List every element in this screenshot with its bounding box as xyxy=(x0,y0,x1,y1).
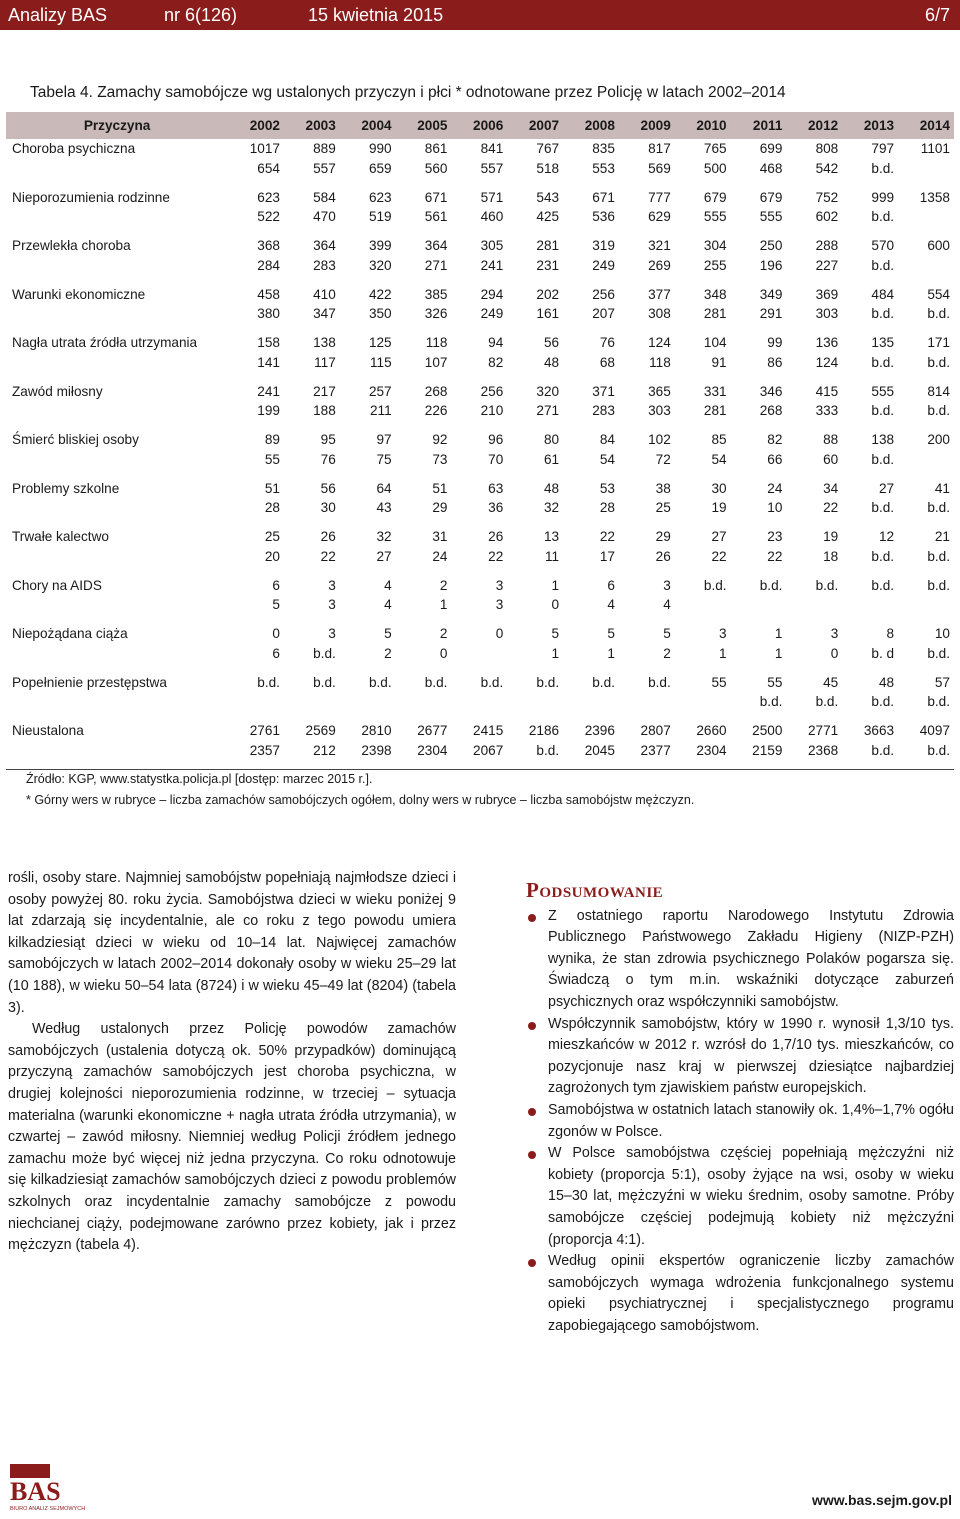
table-cell: 64 43 xyxy=(340,479,396,528)
table-cell: 25 20 xyxy=(264,529,280,564)
table-cell: 8 b. d xyxy=(871,626,895,661)
table-cell: 3 0 xyxy=(830,626,839,661)
table-cell: 320 271 xyxy=(507,382,563,431)
header-year: 2009 xyxy=(619,112,675,139)
table-cell: 364 283 xyxy=(313,238,336,273)
summary-item-text: Współczynnik samobójstw, który w 1990 r. wynosił 1,3/10 tys. mieszkańców w 2012 r. wzrósł do 1,7/10 tys. mieszkańców, co pozycjonuje nasz kraj w pierwszej dziesiątce najbardziej zagrożonych tym zjawiskiem państw europejskich. xyxy=(548,1015,954,1097)
table-cell: 543 425 xyxy=(507,188,563,237)
table-cell: 268 226 xyxy=(396,382,452,431)
summary-item xyxy=(526,1251,954,1337)
paragraph: rośli, osoby stare. Najmniej samobójstw popełniają najmłodsze dzieci i osoby powyżej 80. roku życia. Samobójstwa dzieci w wieku poniżej 9 lat zdarzają się incydentalnie, ale co roku z tego powodu umiera kilkadziesiąt dzieci w wieku od 10–14 lat. Najwięcej zamachów samobójczych w latach 2002–2014 dokonały osoby w wieku 25–29 lat (10 188), w wieku 50–54 lata (8724) i w wieku 45–49 lat (8204) (tabela 3). xyxy=(8,870,456,1016)
table-cell: 41 b.d. xyxy=(898,479,954,528)
table-cell: 365 303 xyxy=(619,382,675,431)
table-cell: 777 629 xyxy=(619,188,675,237)
table-cell: 92 73 xyxy=(432,432,448,467)
summary-item-text: Według opinii ekspertów ograniczenie liczby zamachów samobójczych wymaga wdrożenia funkcjonalnego systemu opieki psychiatrycznej i specjalistycznego programu zapobiegającego samobójstwom. xyxy=(548,1253,954,1334)
table-cell: 48 b.d. xyxy=(842,673,898,722)
table-row xyxy=(6,479,954,528)
table-cell: 82 66 xyxy=(767,432,783,467)
issue-date: 15 kwietnia 2015 xyxy=(308,5,444,25)
table-cell: 671 561 xyxy=(396,188,452,237)
table-cell: 76 68 xyxy=(599,335,615,370)
table-cell: 3 1 xyxy=(719,626,727,661)
table-cell: 294 249 xyxy=(451,285,507,334)
table-cell: 104 91 xyxy=(703,335,727,370)
row-cause: Trwałe kalectwo xyxy=(12,529,109,544)
table-row xyxy=(6,673,954,722)
table-caption: Tabela 4. Zamachy samobójcze wg ustalonych przyczyn i płci * odnotowane przez Policję w latach 2002–2014 xyxy=(30,84,786,101)
table-cell: 458 380 xyxy=(228,285,284,334)
table-cell: 752 602 xyxy=(786,188,842,237)
bullet-icon xyxy=(528,914,536,922)
table-cell: b.d. xyxy=(284,673,340,722)
table-cell: 410 347 xyxy=(284,285,340,334)
table-cell: b.d. xyxy=(340,673,396,722)
table-cell: b.d. xyxy=(228,673,284,722)
table-cell: 3 3 xyxy=(451,576,507,625)
table-cell: 554 b.d. xyxy=(898,285,954,334)
table-cell: 814 b.d. xyxy=(898,382,954,431)
table-cell: b.d. xyxy=(451,673,507,722)
table-cell: 3 4 xyxy=(619,576,675,625)
table-cell: 304 255 xyxy=(703,238,727,273)
page-number: 6/7 xyxy=(924,5,950,25)
table-row xyxy=(6,333,954,382)
header-year: 2002 xyxy=(228,112,284,139)
table-row xyxy=(6,576,954,625)
table-row xyxy=(6,285,954,334)
table-cell: 27 b.d. xyxy=(842,479,898,528)
table-cell: 63 36 xyxy=(451,479,507,528)
table-cell: 305 241 xyxy=(480,238,504,273)
bullet-icon xyxy=(528,1108,536,1116)
table-cell: 5 2 xyxy=(663,626,671,661)
table-row xyxy=(6,527,954,576)
table-cell: 331 281 xyxy=(675,382,731,431)
table-cell: 767 518 xyxy=(536,141,560,176)
table-cell: 51 28 xyxy=(228,479,284,528)
table-cell: 56 48 xyxy=(543,335,560,370)
table-cell: 990 659 xyxy=(368,141,392,176)
footer-url[interactable]: www.bas.sejm.gov.pl xyxy=(811,1492,952,1508)
table-cell: 319 249 xyxy=(592,238,615,273)
bullet-icon xyxy=(528,1259,536,1267)
row-cause: Nieustalona xyxy=(12,723,84,738)
table-row xyxy=(6,721,954,770)
table-cell: 679 555 xyxy=(675,188,731,237)
table-cell: 765 500 xyxy=(703,141,727,176)
table-cell: 3 3 xyxy=(284,576,340,625)
suicide-causes-table xyxy=(6,112,954,770)
table-body xyxy=(6,139,954,770)
table-cell: 415 333 xyxy=(786,382,842,431)
row-cause: Chory na AIDS xyxy=(6,576,228,625)
table-cell: 281 231 xyxy=(536,238,560,273)
table-cell: 5 1 xyxy=(607,626,615,661)
table-cell: 484 b.d. xyxy=(842,285,898,334)
table-cell: b.d. xyxy=(786,576,842,625)
table-cell: 1358 xyxy=(898,188,954,237)
table-cell: 5 2 xyxy=(384,626,392,661)
table-cell: 571 460 xyxy=(451,188,507,237)
logo-subtitle: BIURO ANALIZ SEJMOWYCH xyxy=(10,1506,86,1512)
table-cell: 97 75 xyxy=(376,432,392,467)
table-cell: 699 468 xyxy=(759,141,783,176)
table-cell: 1101 xyxy=(920,141,950,156)
row-cause: Nieporozumienia rodzinne xyxy=(6,188,228,237)
table-cell: 10 b.d. xyxy=(927,626,950,661)
table-cell: 817 569 xyxy=(648,141,671,176)
table-cell: 256 207 xyxy=(563,285,619,334)
paragraph: Według ustalonych przez Policję powodów zamachów samobójczych (ustalenia dotyczą ok. 50% przypadków) dominującą przyczyną zamachów samobójczych jest choroba psychiczna, w drugiej kolejności nieporozumienia rodzinne, w trzeciej – sytuacja materialna (warunki ekonomiczne + nagła utrata źródła utrzymania), w czwartej – zawód miłosny. Niemniej według Policji źródłem jednego zamachu może być więcej niż jedna przyczyna. Co roku odnotowuje się kilkadziesiąt zamachów samobójczych dzieci z powodu problemów szkolnych oraz incydentalnie zamachy samobójcze z powodu niechcianej ciąży, podejmowane zarówno przez kobiety, jak i przez mężczyzn (tabela 4). xyxy=(8,1021,456,1254)
summary-title: Podsumowanie xyxy=(526,878,664,902)
table-cell: 250 196 xyxy=(759,238,783,273)
table-cell: 56 30 xyxy=(284,479,340,528)
table-cell: 88 60 xyxy=(823,432,839,467)
table-cell: 45 b.d. xyxy=(786,673,842,722)
table-cell: 217 188 xyxy=(284,382,340,431)
series-title: Analizy BAS xyxy=(8,5,108,25)
table-cell: 346 268 xyxy=(731,382,787,431)
table-cell: 1 1 xyxy=(774,626,783,661)
table-cell: 102 72 xyxy=(648,432,671,467)
table-cell: 96 70 xyxy=(488,432,504,467)
table-cell: 84 54 xyxy=(599,432,615,467)
table-cell: 89 55 xyxy=(264,432,280,467)
bullet-icon xyxy=(528,1022,536,1030)
table-cell: 808 542 xyxy=(815,141,839,176)
header-year: 2003 xyxy=(284,112,340,139)
table-cell: b.d. xyxy=(842,576,898,625)
bas-logo xyxy=(8,1462,118,1512)
table-cell: 369 303 xyxy=(786,285,842,334)
table-cell: b.d. xyxy=(563,673,619,722)
table-cell: 6 4 xyxy=(563,576,619,625)
table-row xyxy=(6,430,954,479)
table-cell: 6 5 xyxy=(228,576,284,625)
table-cell: 85 54 xyxy=(711,432,727,467)
table-cell: 321 269 xyxy=(648,238,671,273)
table-cell: 349 291 xyxy=(731,285,787,334)
table-cell: 21 b.d. xyxy=(927,529,950,564)
table-cell: 257 211 xyxy=(340,382,396,431)
table-cell: 0 xyxy=(495,626,504,641)
summary-item xyxy=(526,1014,954,1100)
table-cell: 2 0 xyxy=(439,626,448,661)
table-cell: 200 xyxy=(927,432,950,447)
table-cell: 32 27 xyxy=(376,529,392,564)
table-cell: 29 26 xyxy=(655,529,671,564)
table-cell: 0 6 xyxy=(272,626,280,661)
table-cell: 3 b.d. xyxy=(313,626,336,661)
table-cell: 138 b.d. xyxy=(871,432,895,467)
table-cell: 2761 2357 xyxy=(249,723,280,758)
summary-item xyxy=(526,1143,954,1251)
table-cell: 2500 2159 xyxy=(752,723,783,758)
table-cell: 1017 654 xyxy=(249,141,280,176)
header-year: 2012 xyxy=(786,112,842,139)
table-cell: 671 536 xyxy=(563,188,619,237)
row-cause: Problemy szkolne xyxy=(6,479,228,528)
table-cell: 27 22 xyxy=(711,529,727,564)
table-cell: 34 22 xyxy=(786,479,842,528)
table-cell: 12 b.d. xyxy=(871,529,895,564)
table-cell: 2415 2067 xyxy=(473,723,504,758)
header-year: 2005 xyxy=(396,112,452,139)
table-cell: 679 555 xyxy=(731,188,787,237)
table-cell: b.d. xyxy=(507,673,563,722)
table-cell: 2807 2377 xyxy=(640,723,671,758)
table-cell: 138 117 xyxy=(313,335,336,370)
row-cause: Warunki ekonomiczne xyxy=(6,285,228,334)
table-cell: 24 10 xyxy=(731,479,787,528)
table-note: * Górny wers w rubryce – liczba zamachów samobójczych ogółem, dolny wers w rubryce – liczba samobójstw mężczyzn. xyxy=(26,793,695,807)
table-cell: b.d. xyxy=(619,673,675,722)
table-row xyxy=(6,624,954,673)
table-cell: 80 61 xyxy=(543,432,560,467)
table-row xyxy=(6,139,954,188)
logo-text: BAS xyxy=(10,1477,61,1506)
table-cell: 4 4 xyxy=(340,576,396,625)
table-cell: 256 210 xyxy=(451,382,507,431)
table-cell: 23 22 xyxy=(767,529,783,564)
table-row xyxy=(6,188,954,237)
summary-item-text: W Polsce samobójstwa częściej popełniają mężczyźni niż kobiety (proporcja 5:1), osoby żyjące na wsi, osoby w wieku 15–30 lat, mężczyźni w wieku średnim, osoby samotne. Próby samobójcze częściej podejmują kobiety niż mężczyźni (proporcja 4:1). xyxy=(548,1145,954,1248)
header-year: 2011 xyxy=(731,112,787,139)
table-cell: 13 11 xyxy=(543,529,560,564)
table-header-row xyxy=(6,112,954,139)
header-year: 2008 xyxy=(563,112,619,139)
table-cell: b.d. xyxy=(898,576,954,625)
table-cell: 555 b.d. xyxy=(842,382,898,431)
row-cause: Nagła utrata źródła utrzymania xyxy=(12,335,198,350)
row-cause: Popełnienie przestępstwa xyxy=(6,673,228,722)
table-cell: 2660 2304 xyxy=(696,723,727,758)
table-cell: 623 519 xyxy=(340,188,396,237)
table-cell: 600 xyxy=(927,238,950,253)
row-cause: Niepożądana ciąża xyxy=(12,626,128,641)
table-cell: 95 76 xyxy=(320,432,336,467)
page-header xyxy=(0,0,960,30)
table-cell: 2186 b.d. xyxy=(528,723,560,758)
table-cell: 94 82 xyxy=(488,335,504,370)
table-cell: 125 115 xyxy=(368,335,392,370)
table-cell: 124 118 xyxy=(648,335,671,370)
row-cause: Przewlekła choroba xyxy=(12,238,131,253)
header-year: 2014 xyxy=(898,112,954,139)
table-cell: 2 1 xyxy=(396,576,452,625)
table-cell: 4097 b.d. xyxy=(919,723,950,758)
header-year: 2004 xyxy=(340,112,396,139)
table-cell: 26 22 xyxy=(488,529,504,564)
table-cell: 371 283 xyxy=(563,382,619,431)
body-text-left xyxy=(8,868,456,1257)
summary-item-text: Samobójstwa w ostatnich latach stanowiły ok. 1,4%–1,7% ogółu zgonów w Polsce. xyxy=(548,1101,954,1140)
table-cell: b.d. xyxy=(675,576,731,625)
summary-list xyxy=(526,906,954,1338)
table-cell: 5 1 xyxy=(551,626,560,661)
table-cell: 57 b.d. xyxy=(898,673,954,722)
table-cell: 385 326 xyxy=(396,285,452,334)
table-cell: 288 227 xyxy=(815,238,839,273)
summary-item xyxy=(526,906,954,1014)
table-row xyxy=(6,236,954,285)
table-cell: 135 b.d. xyxy=(871,335,895,370)
table-cell: 348 281 xyxy=(675,285,731,334)
table-cell: 861 560 xyxy=(424,141,448,176)
table-cell: 202 161 xyxy=(507,285,563,334)
table-cell: 623 522 xyxy=(228,188,284,237)
table-cell: 2677 2304 xyxy=(417,723,448,758)
table-cell: 422 350 xyxy=(340,285,396,334)
table-cell: 51 29 xyxy=(396,479,452,528)
table-cell: 797 b.d. xyxy=(871,141,895,176)
table-cell: 48 32 xyxy=(507,479,563,528)
row-cause: Zawód miłosny xyxy=(6,382,228,431)
table-cell: 2569 212 xyxy=(305,723,336,758)
table-cell: 38 25 xyxy=(619,479,675,528)
table-cell: b.d. xyxy=(731,576,787,625)
table-cell: 171 b.d. xyxy=(927,335,950,370)
table-cell: 53 28 xyxy=(563,479,619,528)
table-row xyxy=(6,382,954,431)
table-cell: 377 308 xyxy=(619,285,675,334)
table-cell: 889 557 xyxy=(313,141,336,176)
header-cause: Przyczyna xyxy=(6,112,228,139)
table-cell: 399 320 xyxy=(368,238,392,273)
header-year: 2006 xyxy=(451,112,507,139)
table-cell: 368 284 xyxy=(257,238,280,273)
logo-emblem xyxy=(10,1464,50,1478)
table-cell: 31 24 xyxy=(432,529,448,564)
table-cell: 2810 2398 xyxy=(361,723,392,758)
table-cell: 22 17 xyxy=(599,529,615,564)
table-cell: 99 86 xyxy=(767,335,783,370)
issue-number: nr 6(126) xyxy=(164,5,238,25)
summary-item xyxy=(526,1100,954,1143)
table-source: Źródło: KGP, www.statystka.policja.pl [dostęp: marzec 2015 r.]. xyxy=(26,772,373,786)
table-cell: 1 0 xyxy=(507,576,563,625)
summary-section xyxy=(526,880,954,1337)
header-year: 2007 xyxy=(507,112,563,139)
table-cell: 2771 2368 xyxy=(808,723,839,758)
table-cell: 26 22 xyxy=(320,529,336,564)
table-cell: 136 124 xyxy=(815,335,839,370)
table-cell: 835 553 xyxy=(592,141,615,176)
table-cell: 118 107 xyxy=(424,335,448,370)
table-cell: b.d. xyxy=(396,673,452,722)
table-cell: 841 557 xyxy=(480,141,504,176)
table-cell: 584 470 xyxy=(284,188,340,237)
table-cell: 30 19 xyxy=(675,479,731,528)
table-cell: 55 xyxy=(675,673,731,722)
row-cause: Choroba psychiczna xyxy=(12,141,136,156)
header-year: 2013 xyxy=(842,112,898,139)
table-cell: 570 b.d. xyxy=(871,238,895,273)
table-cell: 158 141 xyxy=(257,335,280,370)
header-year: 2010 xyxy=(675,112,731,139)
table-cell: 2396 2045 xyxy=(584,723,615,758)
table-cell: 19 18 xyxy=(823,529,839,564)
table-cell: 241 199 xyxy=(228,382,284,431)
bullet-icon xyxy=(528,1151,536,1159)
row-cause: Śmierć bliskiej osoby xyxy=(12,432,139,447)
table-cell: 999 b.d. xyxy=(842,188,898,237)
table-cell: 55 b.d. xyxy=(731,673,787,722)
table-cell: 364 271 xyxy=(424,238,448,273)
summary-item-text: Z ostatniego raportu Narodowego Instytutu Zdrowia Publicznego Państwowego Zakładu Higieny (NIZP-PZH) wynika, że stan zdrowia psychicznego Polaków pogarsza się. Świadczą o tym m.in. wskaźniki dotyczące zaburzeń psychicznych oraz współczynniki samobójstw. xyxy=(548,907,954,1010)
table-cell: 3663 b.d. xyxy=(863,723,895,758)
